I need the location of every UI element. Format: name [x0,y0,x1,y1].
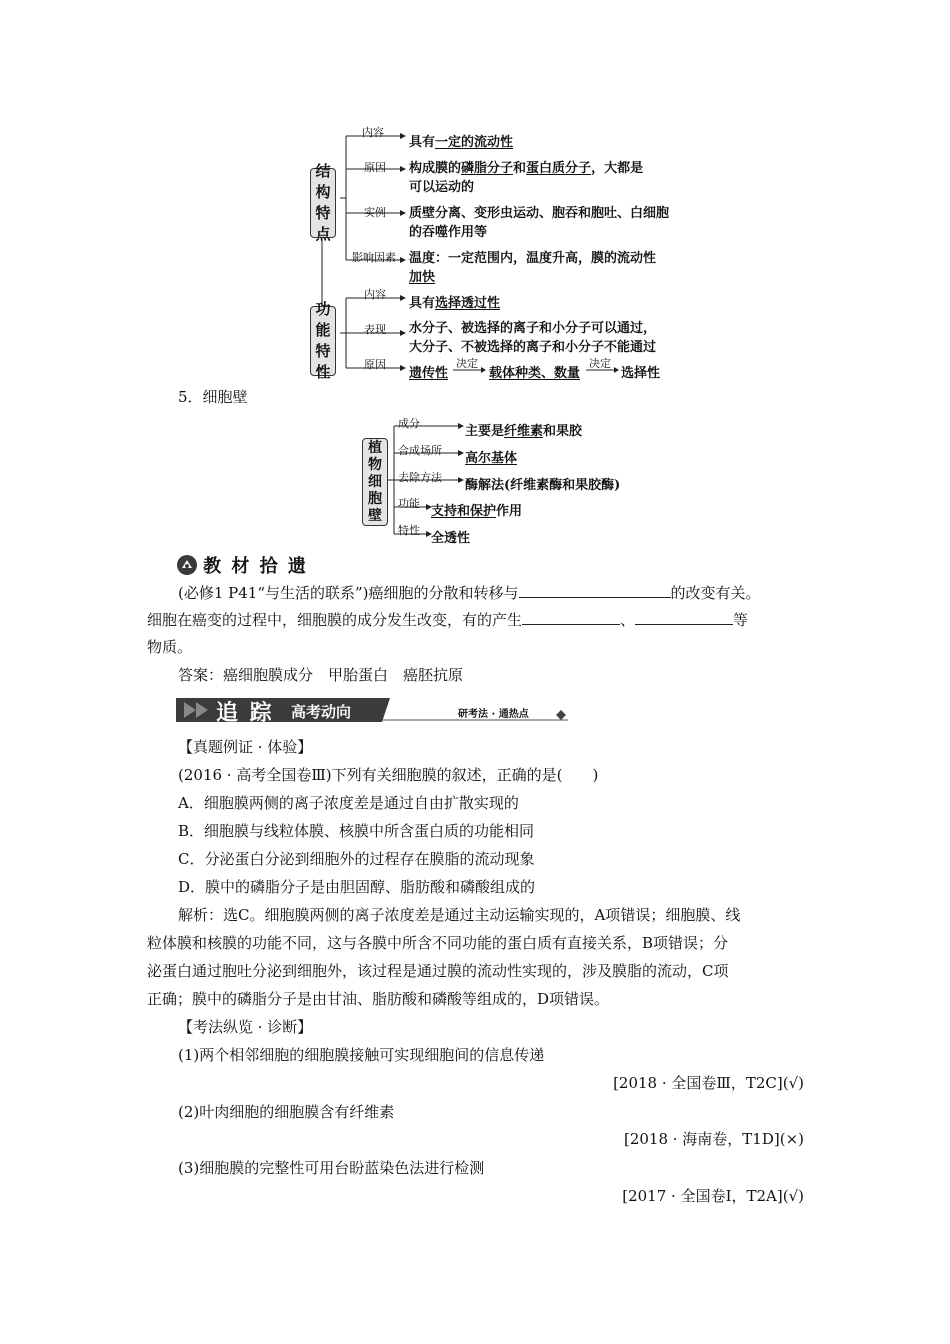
func-content-text: 具有选择透过性 [409,296,501,311]
func-reason-selectivity: 选择性 [621,366,661,381]
label-removal: 去除方法 [398,471,442,484]
blank-2 [522,610,620,625]
synthesis-site-text: 高尔基体 [465,451,518,466]
property-text: 全透性 [431,531,471,546]
analysis-line3: 泌蛋白通过胞吐分泌到细胞外，该过程是通过膜的流动性实现的，涉及膜脂的流动，C项 [147,962,729,980]
label-reason: 原因 [364,161,386,174]
decide-arrow-1 [453,366,487,374]
struct-example-line1: 质壁分离、变形虫运动、胞吞和胞吐、白细胞 [409,206,670,221]
zhenti-question: (2016 · 高考全国卷Ⅲ)下列有关细胞膜的叙述，正确的是( ) [178,766,599,784]
analysis-line4: 正确；膜中的磷脂分子是由甘油、脂肪酸和磷酸等组成的，D项错误。 [147,990,610,1008]
banner-sub: 高考动向 [291,703,352,721]
removal-text: 酶解法(纤维素酶和果胶酶) [465,478,621,493]
label-composition: 成分 [398,417,420,430]
composition-text: 主要是纤维素和果胶 [465,424,583,439]
kaofa-item-1-source: [2018 · 全国卷Ⅲ，T2C](√) [613,1074,804,1092]
analysis-line1: 解析：选C。细胞膜两侧的离子浓度差是通过主动运输实现的，A项错误；细胞膜、线 [178,906,741,924]
kaofa-item-3-source: [2017 · 全国卷Ⅰ，T2A](√) [622,1187,804,1205]
zhenti-heading: 【真题例证 · 体验】 [178,738,313,756]
section-5-title: 5．细胞壁 [178,388,248,406]
func-show-line2-text: 大分子、不被选择的离子和小分子不能通过 [409,340,657,355]
label-content: 内容 [362,126,384,139]
struct-reason-line1: 构成膜的磷脂分子和蛋白质分子，大都是 [409,161,644,176]
label-synthesis-site: 合成场所 [398,444,442,457]
analysis-line2: 粒体膜和核膜的功能不同，这与各膜中所含不同功能的蛋白质有直接关系，B项错误；分 [147,934,729,952]
jiaocai-header [176,552,308,578]
struct-factor-line1: 温度：一定范围内，温度升高，膜的流动性 [409,251,657,266]
banner-big: 追 踪 [216,701,274,726]
label-func-reason: 原因 [364,358,386,371]
label-function: 功能 [398,497,420,510]
kaofa-item-2: (2)叶肉细胞的细胞膜含有纤维素 [178,1103,395,1121]
jiaocai-title: 教 材 拾 遗 [203,556,308,577]
jiaocai-answer: 答案：癌细胞膜成分 甲胎蛋白 癌胚抗原 [178,666,464,684]
banner-right: 研考法 · 通热点 [458,709,529,720]
label-property: 特性 [398,524,420,537]
option-a: A．细胞膜两侧的离子浓度差是通过自由扩散实现的 [178,794,519,812]
option-c: C．分泌蛋白分泌到细胞外的过程存在膜脂的流动现象 [178,850,535,868]
function-text: 支持和保护作用 [431,504,523,519]
function-feature-box: 功 能 特 性 [310,306,336,376]
book-icon [176,554,198,576]
jiaocai-line2: 细胞在癌变的过程中，细胞膜的成分发生改变，有的产生 、 等 [147,611,749,629]
struct-example-line2: 的吞噬作用等 [409,225,488,240]
func-show-line1: 水分子、被选择的离子和小分子可以通过， [409,321,657,336]
jiaocai-line1: (必修1 P41“与生活的联系”)癌细胞的分散和转移与 的改变有关。 [178,584,761,602]
struct-reason-line2: 可以运动的 [409,180,475,195]
decide-arrow-2 [586,366,620,374]
blank-3 [635,610,733,625]
func-reason-carrier: 载体种类、数量 [489,366,581,381]
jiaocai-line3: 物质。 [147,638,193,656]
kaofa-item-1: (1)两个相邻细胞的细胞膜接触可实现细胞间的信息传递 [178,1046,545,1064]
blank-1 [519,583,671,598]
struct-content-text: 具有一定的流动性 [409,135,514,150]
label-factor: 影响因素 [352,251,396,264]
plant-cell-wall-box: 植 物 细 胞 壁 [362,438,388,526]
kaofa-item-2-source: [2018 · 海南卷，T1D](×) [623,1130,804,1148]
arrow-label-decide-2: 决定 [589,357,611,370]
section-banner [176,696,568,726]
struct-factor-line2: 加快 [409,270,436,285]
structure-feature-box: 结 构 特 点 [310,168,336,238]
label-example: 实例 [364,206,386,219]
label-func-content: 内容 [364,288,386,301]
arrow-label-decide-1: 决定 [456,357,478,370]
func-reason-text: 遗传性 [409,366,449,381]
option-b: B．细胞膜与线粒体膜、核膜中所含蛋白质的功能相同 [178,822,535,840]
label-func-show: 表现 [364,323,386,336]
kaofa-heading: 【考法纵览 · 诊断】 [178,1018,313,1036]
option-d: D．膜中的磷脂分子是由胆固醇、脂肪酸和磷酸组成的 [178,878,536,896]
kaofa-item-3: (3)细胞膜的完整性可用台盼蓝染色法进行检测 [178,1159,485,1177]
